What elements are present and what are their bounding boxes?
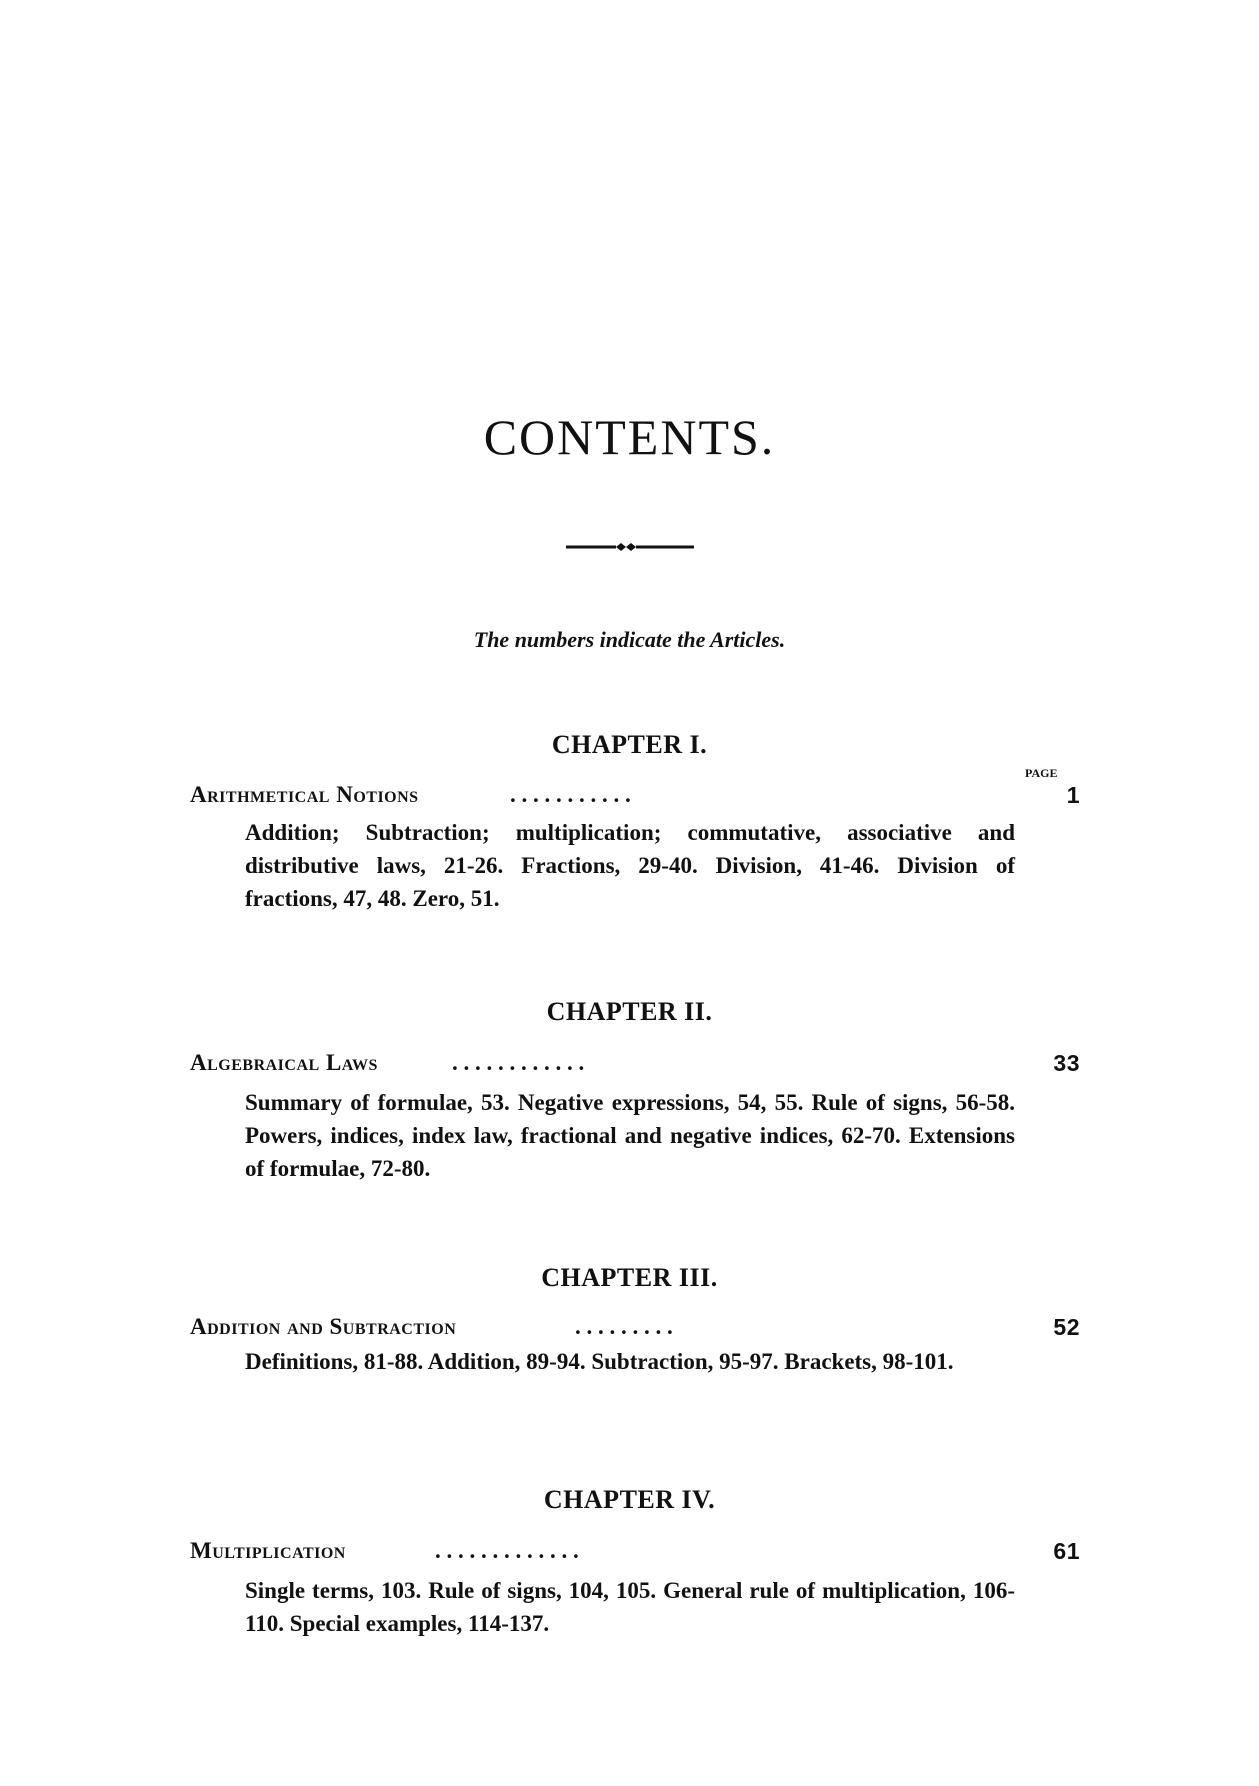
chapter-1-page: 1 [1066, 782, 1080, 808]
chapter-2-page: 33 [1053, 1050, 1080, 1076]
chapter-2-title: Algebraical Laws [190, 1050, 378, 1075]
page-column-label: PAGE [1025, 766, 1058, 780]
chapter-3-summary: Definitions, 81-88. Addition, 89-94. Subtraction, 95-97. Brackets, 98-101. [245, 1349, 954, 1374]
chapter-4-page: 61 [1053, 1538, 1080, 1564]
chapter-2-heading: CHAPTER II. [546, 997, 713, 1026]
ornament-divider [566, 541, 694, 553]
chapter-3-entry[interactable] [190, 1314, 1080, 1344]
chapter-2-entry[interactable] [190, 1050, 1080, 1080]
chapter-3-leader-dots: . . . . . . . . . [575, 1314, 673, 1339]
chapter-4-title: Multiplication [190, 1538, 346, 1563]
chapter-1-leader-dots: . . . . . . . . . . . [510, 782, 631, 807]
chapter-1-summary: Addition; Subtraction; multiplication; commutative, associative and distributive laws, 21-26. Fractions, 29-40. Division, 41-46. Division of fractions, 47, 48. Zero, 51. [245, 820, 1015, 911]
chapter-3-title: Addition and Subtraction [190, 1314, 457, 1339]
chapter-1-heading: CHAPTER I. [551, 730, 708, 759]
chapter-2-leader-dots: . . . . . . . . . . . . [452, 1050, 585, 1075]
page-title: CONTENTS. [483, 409, 776, 465]
articles-note: The numbers indicate the Articles. [473, 627, 786, 652]
chapter-4-leader-dots: . . . . . . . . . . . . . [435, 1538, 579, 1563]
chapter-3-heading: CHAPTER III. [541, 1263, 718, 1292]
chapter-4-summary: Single terms, 103. Rule of signs, 104, 105. General rule of multiplication, 106-110. Special examples, 114-137. [245, 1578, 1015, 1636]
chapter-3-page: 52 [1053, 1314, 1080, 1340]
chapter-2-summary: Summary of formulae, 53. Negative expressions, 54, 55. Rule of signs, 56-58. Powers, indices, index law, fractional and negative indices, 62-70. Extensions of formulae, 72-80. [245, 1090, 1015, 1181]
chapter-4-entry[interactable] [190, 1538, 1080, 1568]
chapter-1-title: Arithmetical Notions [190, 782, 419, 807]
chapter-4-heading: CHAPTER IV. [543, 1485, 716, 1514]
chapter-1-entry[interactable] [190, 782, 1080, 812]
